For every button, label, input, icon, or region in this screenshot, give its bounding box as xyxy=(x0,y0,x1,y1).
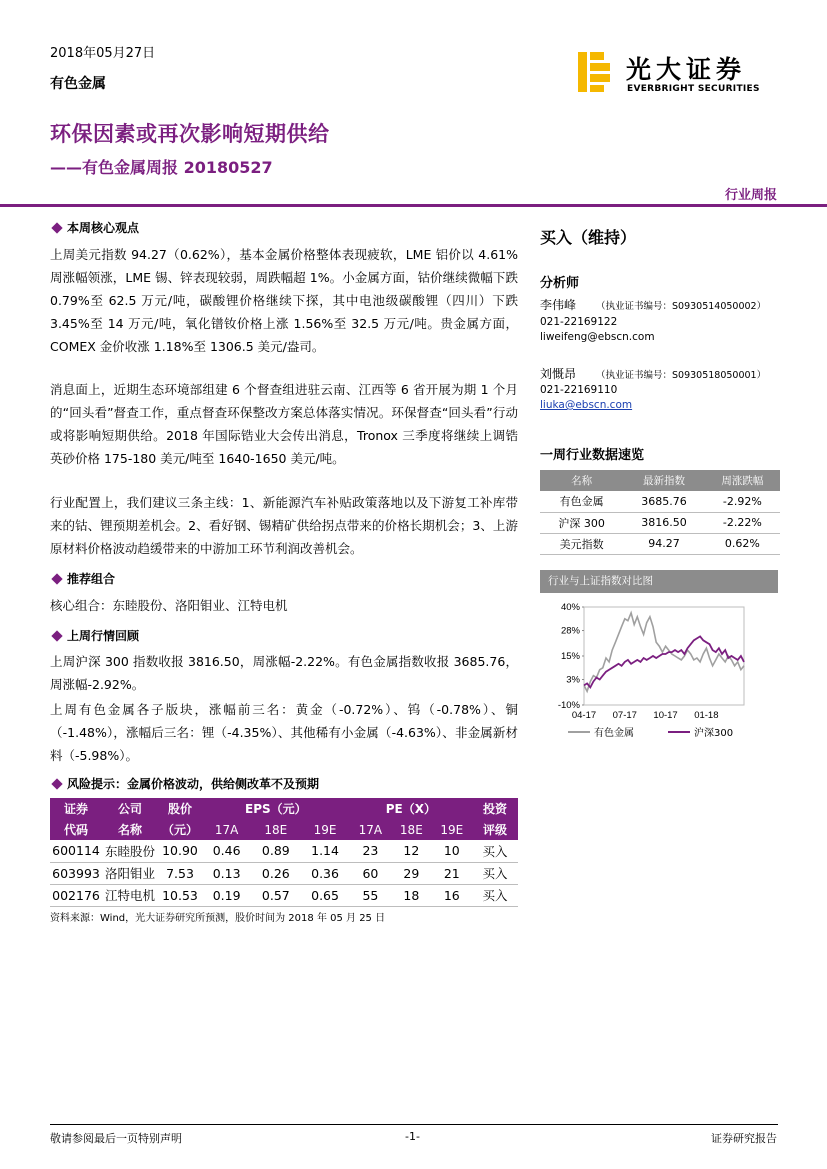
report-type-label: 行业周报 xyxy=(724,188,777,203)
cell-eps: 0.19 xyxy=(202,884,251,906)
y-tick-label: 3% xyxy=(566,674,580,686)
cell-pe: 55 xyxy=(350,884,392,906)
th-price-2: （元） xyxy=(158,819,202,840)
weekly-data-table xyxy=(540,470,780,555)
cell-pe: 18 xyxy=(391,884,431,906)
cell-name: 江特电机 xyxy=(102,884,158,906)
table-row xyxy=(50,862,518,884)
market-review-heading: 上周行情回顾 xyxy=(50,627,139,644)
logo-text-cn: 光大证券 xyxy=(626,55,747,84)
core-view-paragraph-1: 上周美元指数 94.27（0.62%），基本金属价格整体表现疲软，LME 铝价以 4.61%周涨幅领涨，LME 锡、锌表现较弱，周跌幅超 1%。小金属方面，钴价继续微幅下跌 0.79%至 62.5 万元/吨，碳酸锂价格继续下探，其中电池级碳酸锂（四川）下跌 3.45%至 14 万元/吨，氧化镨钕价格上涨 1.56%至 32.5 万元/吨。贵金属方面， COMEX 金价收涨 1.18%至 1306.5 美元/盎司。 xyxy=(50,247,518,354)
diamond-bullet-icon xyxy=(51,630,62,641)
footer-disclaimer: 敬请参阅最后一页特别声明 xyxy=(50,1132,182,1145)
th-year: 18E xyxy=(391,819,431,840)
cell-pe: 29 xyxy=(391,862,431,884)
analyst-1-name: 李伟峰 xyxy=(540,298,577,312)
cell-index-name: 有色金属 xyxy=(540,491,623,512)
portfolio-text: 核心组合：东睦股份、洛阳钼业、江特电机 xyxy=(50,598,288,613)
cell-index-name: 沪深 300 xyxy=(540,512,623,533)
report-subtitle: ——有色金属周报 20180527 xyxy=(50,158,273,177)
risk-heading: 风险提示：金属价格波动，供给侧改革不及预期 xyxy=(50,775,319,792)
cell-eps: 0.13 xyxy=(202,862,251,884)
th-year: 17A xyxy=(202,819,251,840)
core-view-heading: 本周核心观点 xyxy=(50,219,139,236)
th-year: 19E xyxy=(432,819,472,840)
footer-report-label: 证券研究报告 xyxy=(711,1132,777,1145)
cell-code: 002176 xyxy=(50,884,102,906)
weekly-data-heading: 一周行业数据速览 xyxy=(540,448,645,463)
cell-pe: 12 xyxy=(391,840,431,862)
cell-rating: 买入 xyxy=(472,862,518,884)
table-row xyxy=(50,884,518,906)
analyst-1-phone: 021-22169122 xyxy=(540,316,618,328)
cell-pe: 21 xyxy=(432,862,472,884)
analyst-1-license: （执业证书编号：S0930514050002） xyxy=(596,301,767,312)
page-number: -1- xyxy=(405,1130,420,1143)
report-title: 环保因素或再次影响短期供给 xyxy=(50,122,330,146)
diamond-bullet-icon xyxy=(51,778,62,789)
th-year: 17A xyxy=(350,819,392,840)
col-header: 周涨跌幅 xyxy=(705,470,780,491)
comparison-line-chart xyxy=(540,597,778,747)
everbright-logo-icon xyxy=(578,52,612,92)
th-name-2: 名称 xyxy=(102,819,158,840)
cell-name: 东睦股份 xyxy=(102,840,158,862)
th-code-1: 证券 xyxy=(50,798,102,819)
cell-code: 603993 xyxy=(50,862,102,884)
th-year: 18E xyxy=(251,819,300,840)
legend-label: 沪深300 xyxy=(694,728,734,739)
table-row xyxy=(540,533,780,554)
cell-code: 600114 xyxy=(50,840,102,862)
cell-eps: 1.14 xyxy=(300,840,349,862)
header-divider xyxy=(0,204,827,207)
col-header: 最新指数 xyxy=(623,470,704,491)
y-tick-label: 15% xyxy=(560,651,580,662)
diamond-bullet-icon xyxy=(51,222,62,233)
market-review-paragraph-1: 上周沪深 300 指数收报 3816.50，周涨幅-2.22%。有色金属指数收报 3685.76，周涨幅-2.92%。 xyxy=(50,654,518,692)
x-tick-label: 07-17 xyxy=(612,710,637,721)
cell-rating: 买入 xyxy=(472,840,518,862)
stock-forecast-table xyxy=(50,798,518,907)
analyst-2-license: （执业证书编号：S0930518050001） xyxy=(596,370,767,381)
cell-pe: 23 xyxy=(350,840,392,862)
analyst-1-email[interactable]: liweifeng@ebscn.com xyxy=(540,331,655,343)
y-tick-label: 40% xyxy=(560,602,580,613)
analyst-2-name: 刘慨昂 xyxy=(540,367,577,381)
cell-eps: 0.26 xyxy=(251,862,300,884)
market-review-paragraph-2: 上周有色金属各子版块，涨幅前三名：黄金（-0.72%）、钨（-0.78%）、铜（-1.48%），涨幅后三名：锂（-4.35%）、其他稀有小金属（-4.63%）、非金属新材料（-5.98%）。 xyxy=(50,702,518,763)
th-name-1: 公司 xyxy=(102,798,158,819)
table-row xyxy=(540,512,780,533)
th-year: 19E xyxy=(300,819,349,840)
th-rating-2: 评级 xyxy=(472,819,518,840)
logo-text-en: EVERBRIGHT SECURITIES xyxy=(627,84,760,94)
cell-index-change: -2.92% xyxy=(705,491,780,512)
cell-index-change: 0.62% xyxy=(705,533,780,554)
x-tick-label: 01-18 xyxy=(694,710,719,721)
cell-index-value: 94.27 xyxy=(623,533,704,554)
core-view-paragraph-2: 消息面上，近期生态环境部组建 6 个督查组进驻云南、江西等 6 省开展为期 1 个月的“回头看”督查工作，重点督查环保整改方案总体落实情况。环保督查“回头看”行动或将影响短期供给。2018 年国际锆业大会传出消息，Tronox 三季度将继续上调锆英砂价格 175-180 美元/吨至 1640-1650 美元/吨。 xyxy=(50,382,518,466)
core-view-paragraph-3: 行业配置上，我们建议三条主线：1、新能源汽车补贴政策落地以及下游复工补库带来的钴、锂预期差机会。2、看好钢、锡精矿供给拐点带来的价格长期机会；3、上游原材料价格波动趋缓带来的中游加工环节利润改善机会。 xyxy=(50,495,518,556)
analyst-heading: 分析师 xyxy=(540,276,580,291)
series-line-hs300 xyxy=(584,636,744,687)
report-date: 2018年05月27日 xyxy=(50,46,156,61)
cell-eps: 0.89 xyxy=(251,840,300,862)
analyst-2-phone: 021-22169110 xyxy=(540,384,618,396)
investment-rating: 买入（维持） xyxy=(540,228,637,247)
cell-price: 10.53 xyxy=(158,884,202,906)
cell-name: 洛阳钼业 xyxy=(102,862,158,884)
sector-label: 有色金属 xyxy=(50,76,106,92)
x-tick-label: 10-17 xyxy=(653,710,678,721)
cell-eps: 0.65 xyxy=(300,884,349,906)
analyst-2-email-link[interactable]: liuka@ebscn.com xyxy=(540,399,633,411)
col-header: 名称 xyxy=(540,470,623,491)
cell-eps: 0.46 xyxy=(202,840,251,862)
cell-index-value: 3816.50 xyxy=(623,512,704,533)
th-eps: EPS（元） xyxy=(202,798,350,819)
table-source-note: 资料来源：Wind，光大证券研究所预测，股价时间为 2018 年 05 月 25 日 xyxy=(50,913,386,924)
portfolio-heading: 推荐组合 xyxy=(50,570,115,587)
y-tick-label: -10% xyxy=(557,700,580,711)
legend-label: 有色金属 xyxy=(594,728,634,739)
cell-index-value: 3685.76 xyxy=(623,491,704,512)
th-pe: PE（X） xyxy=(350,798,472,819)
cell-eps: 0.57 xyxy=(251,884,300,906)
cell-pe: 16 xyxy=(432,884,472,906)
table-row xyxy=(540,491,780,512)
cell-rating: 买入 xyxy=(472,884,518,906)
chart-title: 行业与上证指数对比图 xyxy=(540,570,778,593)
cell-price: 10.90 xyxy=(158,840,202,862)
footer-divider xyxy=(50,1124,778,1125)
cell-index-change: -2.22% xyxy=(705,512,780,533)
cell-index-name: 美元指数 xyxy=(540,533,623,554)
table-row xyxy=(50,840,518,862)
y-tick-label: 28% xyxy=(560,625,580,637)
diamond-bullet-icon xyxy=(51,573,62,584)
th-rating-1: 投资 xyxy=(472,798,518,819)
th-price-1: 股价 xyxy=(158,798,202,819)
cell-eps: 0.36 xyxy=(300,862,349,884)
x-tick-label: 04-17 xyxy=(571,710,597,721)
cell-price: 7.53 xyxy=(158,862,202,884)
cell-pe: 10 xyxy=(432,840,472,862)
cell-pe: 60 xyxy=(350,862,392,884)
th-code-2: 代码 xyxy=(50,819,102,840)
